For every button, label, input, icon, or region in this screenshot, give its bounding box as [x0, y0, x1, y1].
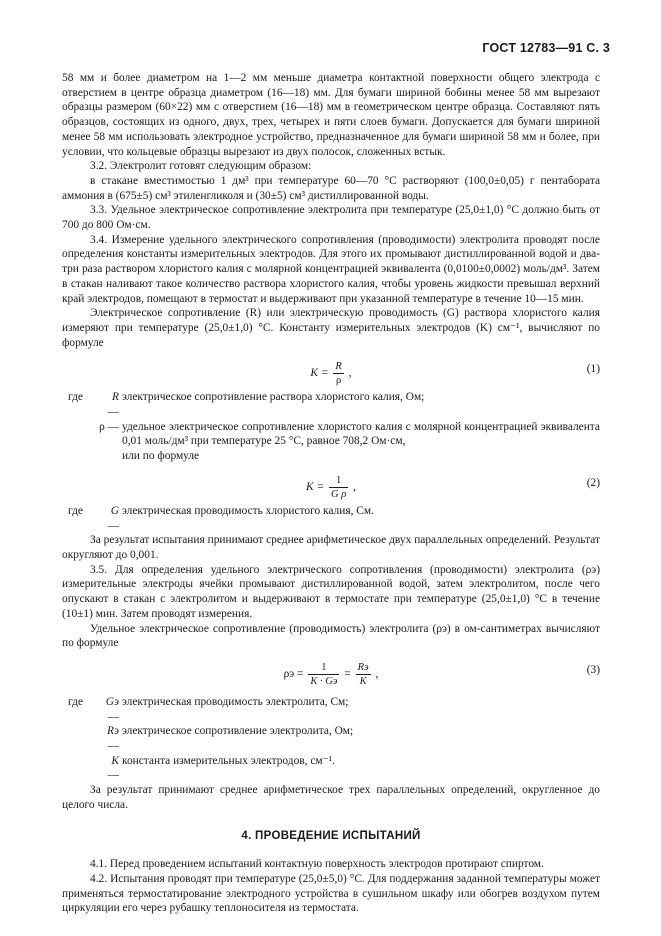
paragraph-intro: 58 мм и более диаметром на 1—2 мм меньше диаметра контактной поверхности общего электрода с отверстием в центре образца диаметром (16—18) мм. Для бумаги шириной бобины менее 58 мм вырезают образцы размером (60×22) мм с отверстием (16—18) мм в геометрическом центре образца. Составляют пять образцов, состоящих из одного, двух, трех, четырех и пяти слоев бумаги. Допускается для бумаги шириной менее 58 мм использовать электродное устройство, предназначенное для бумаги шириной 58 мм и более, при условии, что кольцевые образцы вырезают из двух полосок, сложенных встык.: [62, 72, 600, 158]
formula-3-number: (3): [586, 663, 600, 676]
definition-row: [68, 695, 600, 724]
definition-text: константа измерительных электродов, см⁻¹.: [122, 754, 335, 767]
definition-where: [68, 724, 96, 753]
definition-text: электрическая проводимость электролита, См;: [122, 695, 349, 708]
paragraph-3-2a: 3.2. Электролит готовят следующим образом:: [90, 160, 312, 173]
formula-2-numerator: 1: [329, 474, 348, 488]
definition-row: [68, 754, 600, 783]
formula-3: [62, 651, 600, 695]
definition-text: электрическое сопротивление электролита, Ом;: [122, 725, 354, 738]
paragraph-result: За результат испытания принимают среднее арифметическое двух параллельных определений. Результат округляют до 0,001.: [62, 534, 600, 561]
definition-row: [68, 420, 600, 464]
formula-3-numerator-1: 1: [308, 661, 339, 675]
definition-row: [68, 724, 600, 753]
paragraph-result-3: За результат принимают среднее арифметическое трех параллельных определений, округленное до целого числа.: [62, 784, 600, 811]
definition-symbol: Gэ —: [105, 695, 119, 723]
formula-1-numerator: R: [335, 361, 342, 373]
paragraph-4-1: 4.1. Перед проведением испытаний контактную поверхность электродов протирают спиртом.: [90, 858, 544, 871]
definition-symbol: R —: [107, 391, 119, 419]
formula-2: [62, 464, 600, 504]
formula-3-numerator-2: Rэ: [357, 661, 369, 673]
definition-text: электрическая проводимость хлористого калия, См.: [122, 504, 374, 517]
definitions-3: [68, 695, 600, 783]
definition-where: [68, 420, 96, 464]
definition-symbol: K —: [107, 754, 119, 782]
formula-1: [62, 350, 600, 390]
paragraph-3-4: 3.4. Измерение удельного электрического сопротивления (проводимости) электролита проводят после определения константы измерительных электродов. Для этого их промывают дистиллированной водой и два-три раза раствором хлористого калия с молярной концентрацией эквивалента (0,0100±0,0002) моль/дм³. Затем в стакан наливают такое количество раствора хлористого калия, чтобы уровень жидкости превышал верхний край электродов, помещают в термостат и выдерживают при указанной температуре в течение 10—15 мин.: [62, 233, 600, 305]
formula-2-lhs: K =: [306, 480, 325, 493]
formula-3-denominator-1: K · Gэ: [310, 675, 338, 687]
formula-3-fraction-1: [308, 661, 339, 688]
paragraph-3-4b: Электрическое сопротивление (R) или электрическую проводимость (G) раствора хлористого калия измеряют при температуре (25,0±1,0) °С. Константу измерительных электродов (K) см⁻¹, вычисляют по формуле: [62, 307, 600, 349]
definition-symbol: Rэ —: [107, 725, 119, 753]
paragraph-3-5: 3.5. Для определения удельного электрического сопротивления (проводимости) электролита (ρэ) измерительные электроды ячейки промывают дистиллированной водой, затем электролитом, после чего опускают в стакан с электролитом и выдерживают в термостате при температуре (25,0±1,0) °С в течение (10±1) мин. Затем проводят измерения.: [62, 563, 600, 620]
page-header: ГОСТ 12783—91 С. 3: [482, 41, 610, 55]
formula-3-lhs: ρэ =: [283, 668, 304, 681]
formula-1-denominator: ρ: [336, 375, 342, 387]
formula-3-tail: ,: [375, 668, 379, 681]
formula-3-equals: =: [344, 668, 351, 681]
definition-text: удельное электрическое сопротивление хлористого калия с молярной концентрацией эквивалента 0,01 моль/дм³ при температуре 25 °С, равное 708,2 Ом·см, или по формуле: [122, 420, 600, 463]
formula-1-fraction: [333, 360, 343, 387]
definition-symbol: ρ —: [99, 420, 119, 433]
formula-1-number: (1): [586, 363, 600, 376]
definition-where: где: [68, 391, 83, 404]
formula-2-tail: ,: [353, 480, 356, 493]
definitions-1: [68, 390, 600, 464]
paragraph-4-2: 4.2. Испытания проводят при температуре (25,0±5,0) °С. Для поддержания заданной температуры может применяться термостатирование электродного устройства в сушильном шкафу или обогрев воздухом путем циркуляции его через рубашку теплоносителя из термостата.: [62, 872, 600, 915]
document-body: [62, 71, 600, 916]
definition-symbol: G —: [107, 504, 119, 532]
formula-2-fraction: [329, 474, 348, 501]
paragraph-3-5b: Удельное электрическое сопротивление (проводимость) электролита (ρэ) в ом-сантиметрах вычисляют по формуле: [62, 622, 600, 650]
definition-where: где: [68, 695, 83, 708]
paragraph-3-2b: в стакане вместимостью 1 дм³ при температуре 60—70 °С растворяют (100,0±0,05) г пентабората аммония в (675±5) см³ этиленгликоля и (30±5) см³ дистиллированной воды.: [62, 174, 600, 202]
definition-row: [68, 504, 600, 533]
definition-text: электрическое сопротивление раствора хлористого калия, Ом;: [122, 391, 425, 404]
definitions-2: [68, 504, 600, 533]
definition-where: [68, 754, 96, 783]
formula-2-denominator: G ρ: [331, 488, 347, 500]
formula-1-tail: ,: [348, 367, 352, 380]
or-formula: или по формуле: [122, 450, 200, 463]
formula-1-lhs: K =: [310, 367, 329, 380]
paragraph-3-3: 3.3. Удельное электрическое сопротивление электролита при температуре (25,0±1,0) °С должно быть от 700 до 800 Ом·см.: [62, 204, 600, 232]
definition-where: где: [68, 504, 83, 517]
definition-row: [68, 390, 600, 419]
formula-2-number: (2): [586, 476, 600, 489]
formula-3-denominator-2: K: [359, 675, 367, 687]
formula-3-fraction-2: [356, 661, 371, 688]
section-heading-4: 4. ПРОВЕДЕНИЕ ИСПЫТАНИЙ: [241, 829, 421, 842]
